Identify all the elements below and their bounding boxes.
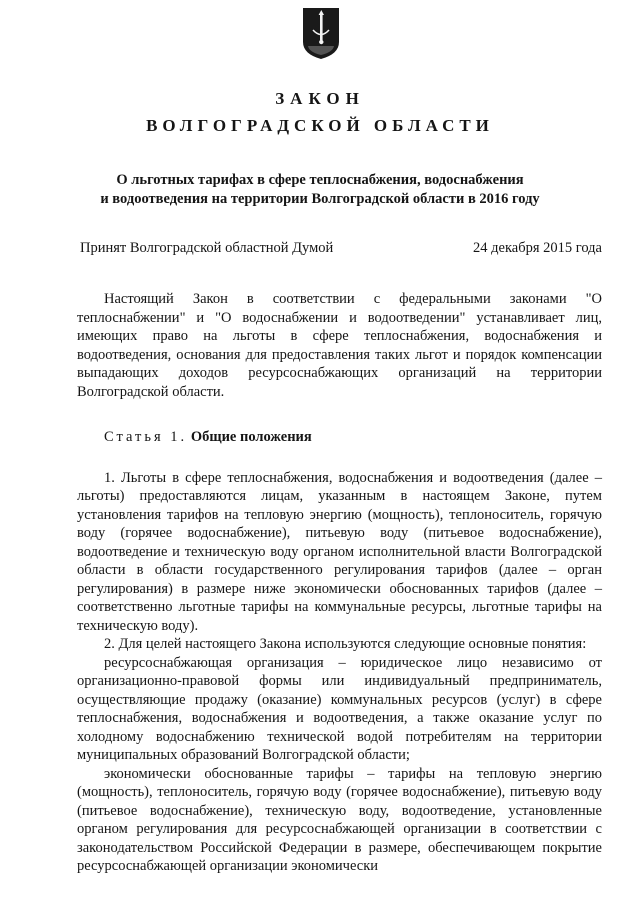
document-body xyxy=(77,290,602,876)
article-heading xyxy=(77,428,602,447)
preamble: Настоящий Закон в соответствии с федеральными законами "О теплоснабжении" и "О водоснабжении и водоотведении" устанавливает лиц, имеющих право на льготы в сфере теплоснабжения, водоснабжения и водоотведения, основания для предоставления таких льгот и порядок компенсации выпадающих доходов ресурсоснабжающих организаций на территории Волгоградской области. xyxy=(77,291,602,400)
adopted-by: Принят Волгоградской областной Думой xyxy=(80,240,334,256)
definition-economic-tariffs: экономически обоснованные тарифы – тарифы на тепловую энергию (мощность), теплоноситель, горячую воду (горячее водоснабжение), питьевую воду (питьевое водоснабжение), техническую воду, водоотведение, установленные органом регулирования для ресурсоснабжающей организации в соответствии с законодательством Российской Федерации в размере, обеспечивающем покрытие ресурсоснабжающей организации экономически xyxy=(77,765,602,874)
law-title-line2: и водоотведения на территории Волгоградской области в 2016 году xyxy=(100,191,540,207)
article-label: Статья 1. xyxy=(104,429,188,445)
article-paragraph-1: 1. Льготы в сфере теплоснабжения, водоснабжения и водоотведения (далее – льготы) предоставляются лицам, указанным в настоящем Законе, путем установления тарифов на тепловую энергию (мощность), теплоноситель, горячую воду (горячее водоснабжение), питьевую воду (питьевое водоснабжение), водоотведение и техническую воду органом исполнительной власти Волгоградской области в области государственного регулирования тарифов (далее – орган регулирования) в размере ниже экономически обоснованных тарифов (далее – соответственно льготные тарифы на коммунальные ресурсы, льготные тарифы на техническую воду). xyxy=(77,469,602,634)
law-title-line1: О льготных тарифах в сфере теплоснабжения, водоснабжения xyxy=(116,172,524,188)
adoption-date: 24 декабря 2015 года xyxy=(473,240,602,256)
article-paragraph-2: 2. Для целей настоящего Закона используются следующие основные понятия: xyxy=(104,636,587,652)
law-title xyxy=(60,171,580,209)
law-heading: ЗАКОН xyxy=(275,89,365,108)
definition-resource-organization: ресурсоснабжающая организация – юридическое лицо независимо от организационно-правовой формы или индивидуальный предприниматель, осуществляющие продажу (оказание) коммунальных ресурсов (услуг) в сфере теплоснабжения, водоснабжения и водоотведения, а также оказание услуг по холодному водоснабжению технической водой потребителям на территории муниципальных образований Волгоградской области; xyxy=(77,654,602,763)
region-heading: ВОЛГОГРАДСКОЙ ОБЛАСТИ xyxy=(146,116,494,135)
article-title: Общие положения xyxy=(190,429,312,445)
volgograd-coat-of-arms-icon xyxy=(301,6,341,60)
